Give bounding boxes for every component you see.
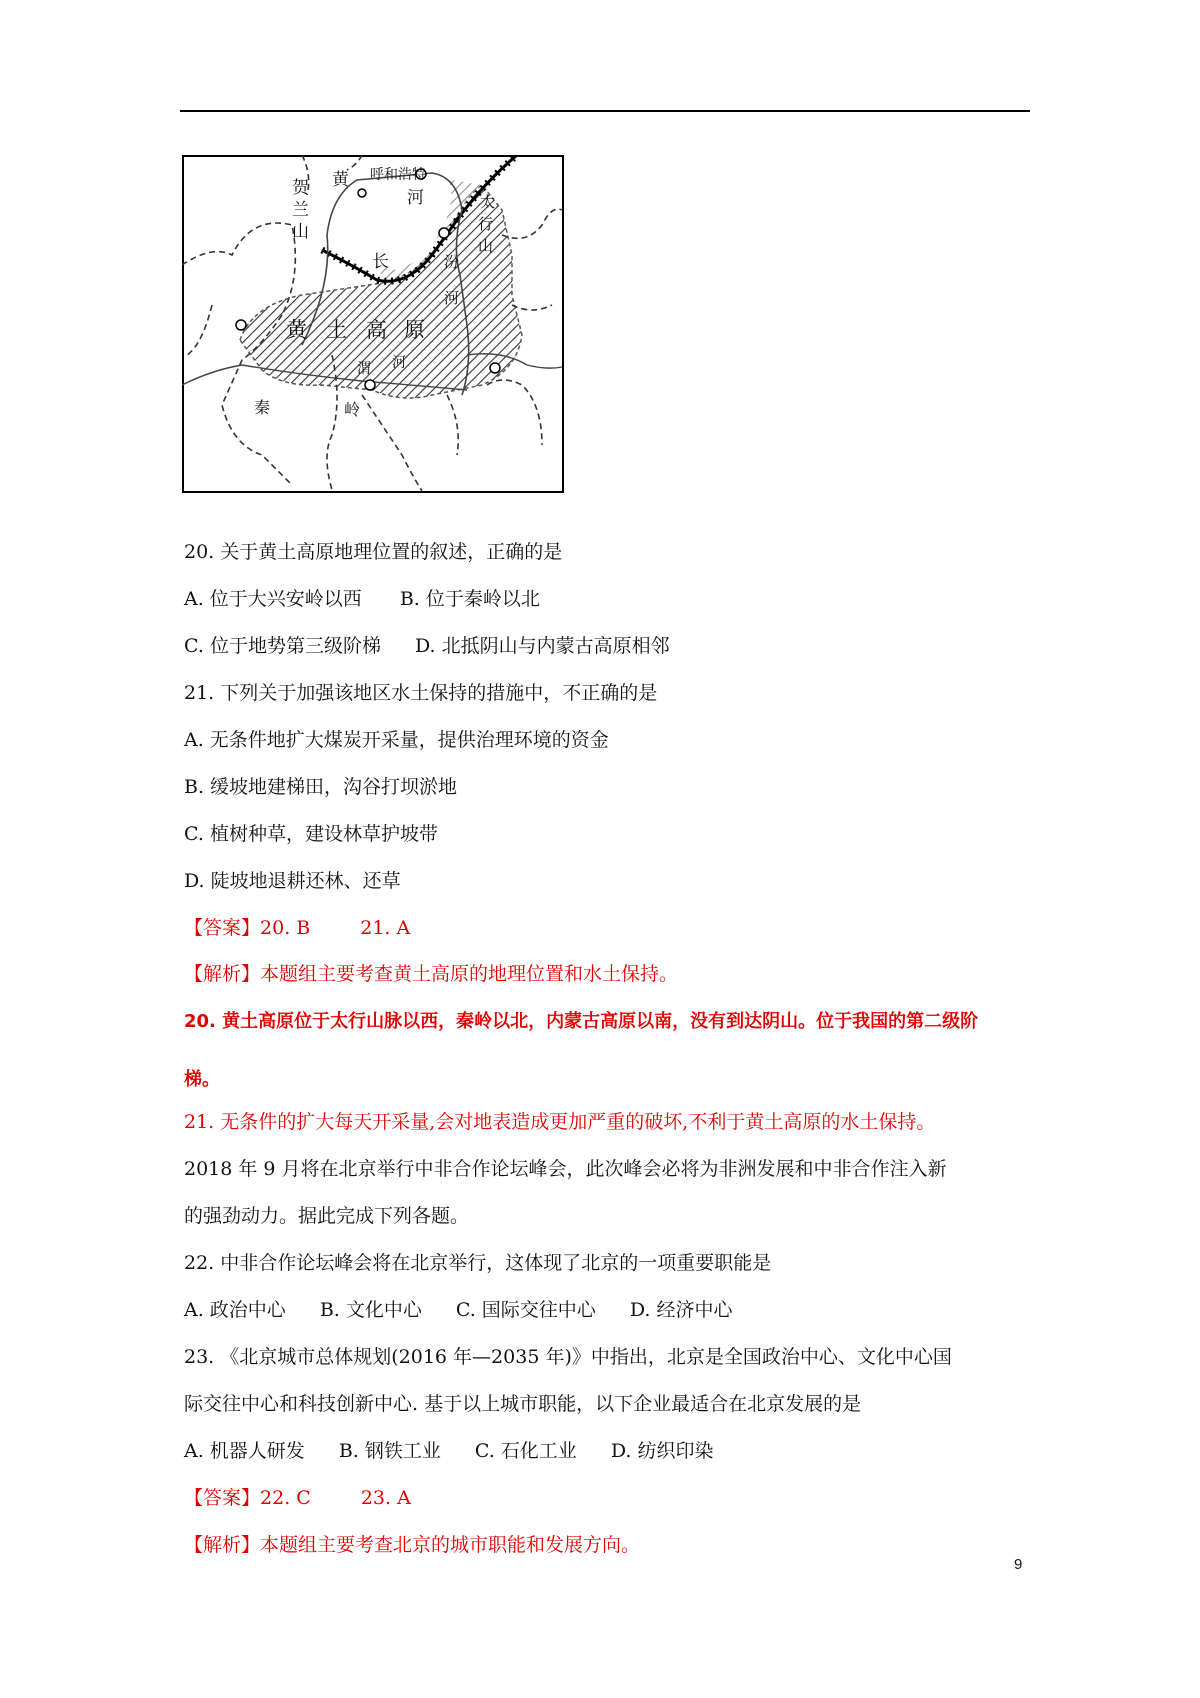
svg-text:土: 土: [326, 318, 347, 342]
map-label-hohhot: 呼和浩特: [370, 167, 426, 183]
answer-21: 21. A: [360, 917, 411, 939]
q21-option-a: A. 无条件地扩大煤炭开采量，提供治理环境的资金: [184, 729, 609, 751]
analysis-label: 【解析】: [184, 963, 261, 985]
intro-line2: 的强劲动力。据此完成下列各题。: [184, 1205, 470, 1227]
map-label-helan: 贺: [292, 178, 309, 198]
svg-text:河: 河: [392, 355, 406, 371]
svg-text:河: 河: [444, 289, 460, 307]
q22-option-a: A. 政治中心: [184, 1299, 286, 1321]
map-label-huanghe-top: 黄: [332, 170, 349, 190]
svg-text:山: 山: [478, 237, 494, 255]
loess-plateau-map: [182, 155, 564, 493]
q23-options: [184, 1439, 713, 1463]
q21-option-d: D. 陡坡地退耕还林、还草: [184, 870, 401, 892]
page-number: 9: [1014, 1556, 1023, 1573]
analysis-20-line2: 梯。: [184, 1069, 220, 1090]
q23-stem-line2: 际交往中心和科技创新中心. 基于以上城市职能，以下企业最适合在北京发展的是: [184, 1393, 862, 1415]
analysis-label-2: 【解析】: [184, 1534, 261, 1556]
answer-block-2: [184, 1486, 411, 1510]
q22-options: [184, 1298, 732, 1322]
q22-stem: 22. 中非合作论坛峰会将在北京举行，这体现了北京的一项重要职能是: [184, 1252, 772, 1274]
q21-stem: 21. 下列关于加强该地区水土保持的措施中，不正确的是: [184, 682, 658, 704]
q23-option-d: D. 纺织印染: [610, 1440, 714, 1462]
q20-option-c: C. 位于地势第三级阶梯: [184, 635, 381, 657]
analysis-block-2: [184, 1533, 640, 1557]
analysis-block-1: [184, 962, 678, 986]
map-label-changcheng: 长: [372, 252, 389, 272]
svg-text:山: 山: [292, 222, 309, 242]
q20-options-ab: [184, 587, 540, 611]
answer-22: 22. C: [260, 1487, 311, 1509]
svg-text:行: 行: [478, 215, 494, 233]
answer-label-2: 【答案】: [184, 1487, 261, 1509]
q20-option-a: A. 位于大兴安岭以西: [184, 588, 362, 610]
analysis-21: 21. 无条件的扩大每天开采量,会对地表造成更加严重的破坏,不利于黄土高原的水土保持。: [184, 1111, 936, 1133]
svg-text:原: 原: [404, 318, 425, 342]
map-label-plateau: 黄: [286, 318, 307, 342]
header-rule: [180, 110, 1030, 112]
svg-text:兰: 兰: [292, 200, 309, 220]
q22-option-b: B. 文化中心: [319, 1299, 422, 1321]
q23-option-b: B. 钢铁工业: [338, 1440, 441, 1462]
svg-text:岭: 岭: [344, 400, 361, 419]
analysis-text-2: 本题组主要考查北京的城市职能和发展方向。: [260, 1534, 641, 1556]
q21-option-c: C. 植树种草，建设林草护坡带: [184, 823, 438, 845]
q23-stem-line1: 23. 《北京城市总体规划(2016 年—2035 年)》中指出，北京是全国政治中心、文化中心国: [184, 1346, 952, 1368]
intro-line1: 2018 年 9 月将在北京举行中非合作论坛峰会，此次峰会必将为非洲发展和中非合作注入新: [184, 1158, 947, 1180]
q22-option-d: D. 经济中心: [629, 1299, 733, 1321]
analysis-20-line1: 20. 黄土高原位于太行山脉以西，秦岭以北，内蒙古高原以南，没有到达阴山。位于我国的第二级阶: [184, 1011, 979, 1032]
answer-23: 23. A: [360, 1487, 411, 1509]
map-label-taihang: 太: [480, 193, 496, 211]
map-label-fenhe: 汾: [444, 253, 460, 271]
q21-option-b: B. 缓坡地建梯田，沟谷打坝淤地: [184, 776, 458, 798]
answer-label: 【答案】: [184, 917, 261, 939]
analysis-text: 本题组主要考查黄土高原的地理位置和水土保持。: [260, 963, 679, 985]
q20-stem: 20. 关于黄土高原地理位置的叙述，正确的是: [184, 541, 563, 563]
svg-text:河: 河: [407, 188, 424, 208]
q20-option-d: D. 北抵阴山与内蒙古高原相邻: [414, 635, 670, 657]
q23-option-c: C. 石化工业: [474, 1440, 577, 1462]
q23-option-a: A. 机器人研发: [184, 1440, 305, 1462]
q20-option-b: B. 位于秦岭以北: [399, 588, 540, 610]
q20-options-cd: [184, 634, 670, 658]
answer-block-1: [184, 916, 410, 940]
q22-option-c: C. 国际交往中心: [455, 1299, 596, 1321]
map-label-weihe: 渭: [357, 361, 371, 377]
svg-text:高: 高: [366, 318, 387, 342]
answer-20: 20. B: [260, 917, 311, 939]
map-label-qinling: 秦: [254, 398, 271, 417]
